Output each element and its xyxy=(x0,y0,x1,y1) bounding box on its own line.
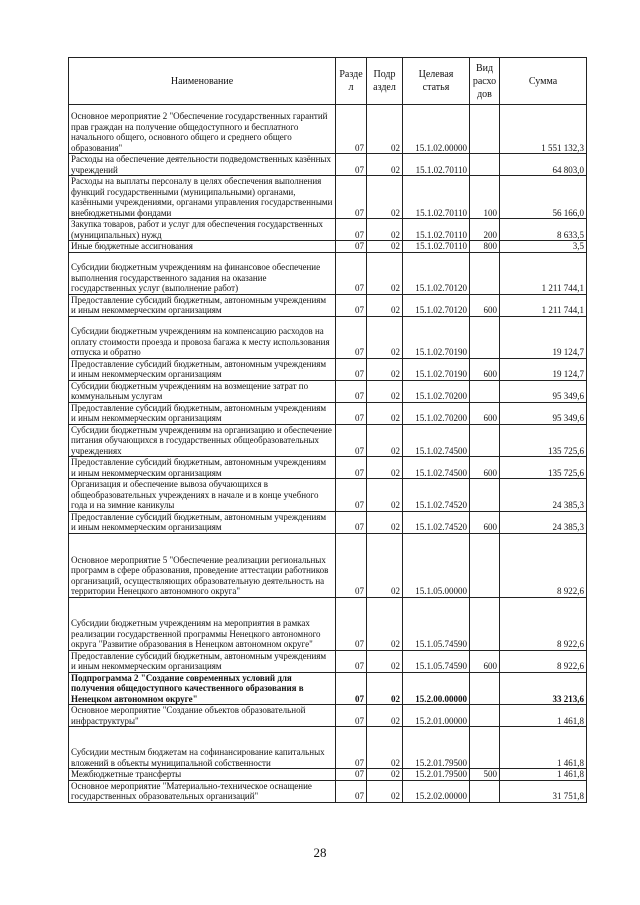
row-vid-cell: 500 xyxy=(470,769,500,781)
row-razdel-cell: 07 xyxy=(336,241,367,253)
row-sum-cell: 8 922,6 xyxy=(500,597,587,650)
row-razdel-cell: 07 xyxy=(336,533,367,597)
row-name-cell: Предоставление субсидий бюджетным, автономным учреждениям и иным некоммерческим организациям xyxy=(69,294,336,316)
row-target-cell: 15.1.02.70200 xyxy=(403,402,470,424)
row-razdel-cell: 07 xyxy=(336,402,367,424)
row-razdel-cell: 07 xyxy=(336,780,367,802)
row-sum-cell: 1 461,8 xyxy=(500,727,587,769)
table-row xyxy=(69,780,587,802)
row-vid-cell xyxy=(470,154,500,176)
table-row xyxy=(69,380,587,402)
row-vid-cell xyxy=(470,705,500,727)
row-vid-cell xyxy=(470,672,500,705)
row-sum-cell: 33 213,6 xyxy=(500,672,587,705)
row-razdel-cell: 07 xyxy=(336,479,367,512)
table-row xyxy=(69,769,587,781)
row-podrazdel-cell: 02 xyxy=(367,105,403,154)
row-podrazdel-cell: 02 xyxy=(367,241,403,253)
row-razdel-cell: 07 xyxy=(336,727,367,769)
row-sum-cell: 64 803,0 xyxy=(500,154,587,176)
table-row xyxy=(69,154,587,176)
row-target-cell: 15.1.02.70120 xyxy=(403,252,470,294)
table-row xyxy=(69,316,587,358)
row-name-cell: Предоставление субсидий бюджетным, автономным учреждениям и иным некоммерческим организациям xyxy=(69,402,336,424)
column-header-target: Целевая статья xyxy=(403,58,470,105)
row-sum-cell: 1 211 744,1 xyxy=(500,294,587,316)
row-podrazdel-cell: 02 xyxy=(367,402,403,424)
row-podrazdel-cell: 02 xyxy=(367,316,403,358)
row-target-cell: 15.2.00.00000 xyxy=(403,672,470,705)
table-row xyxy=(69,252,587,294)
row-podrazdel-cell: 02 xyxy=(367,533,403,597)
row-vid-cell xyxy=(470,533,500,597)
row-vid-cell xyxy=(470,316,500,358)
row-name-cell: Основное мероприятие "Материально-техническое оснащение государственных образовательных организаций" xyxy=(69,780,336,802)
row-target-cell: 15.1.02.70190 xyxy=(403,358,470,380)
row-vid-cell xyxy=(470,380,500,402)
row-sum-cell: 3,5 xyxy=(500,241,587,253)
row-sum-cell: 8 922,6 xyxy=(500,650,587,672)
row-target-cell: 15.1.02.00000 xyxy=(403,105,470,154)
table-row xyxy=(69,597,587,650)
table-row xyxy=(69,105,587,154)
row-name-cell: Основное мероприятие "Создание объектов образовательной инфраструктуры" xyxy=(69,705,336,727)
row-target-cell: 15.1.05.00000 xyxy=(403,533,470,597)
column-header-name: Наименование xyxy=(69,58,336,105)
column-header-podrazdel: Подр аздел xyxy=(367,58,403,105)
table-row xyxy=(69,219,587,241)
row-target-cell: 15.1.05.74590 xyxy=(403,650,470,672)
row-vid-cell xyxy=(470,105,500,154)
row-name-cell: Субсидии бюджетным учреждениям на организацию и обеспечение питания обучающихся в государственных общеобразовательных учреждениях xyxy=(69,424,336,457)
table-row xyxy=(69,650,587,672)
row-vid-cell xyxy=(470,252,500,294)
row-name-cell: Предоставление субсидий бюджетным, автономным учреждениям и иным некоммерческим организациям xyxy=(69,457,336,479)
row-sum-cell: 24 385,3 xyxy=(500,479,587,512)
row-name-cell: Субсидии бюджетным учреждениям на возмещение затрат по коммунальным услугам xyxy=(69,380,336,402)
row-target-cell: 15.1.02.74500 xyxy=(403,424,470,457)
row-target-cell: 15.1.02.70120 xyxy=(403,294,470,316)
row-podrazdel-cell: 02 xyxy=(367,511,403,533)
row-razdel-cell: 07 xyxy=(336,597,367,650)
row-podrazdel-cell: 02 xyxy=(367,154,403,176)
row-vid-cell: 200 xyxy=(470,219,500,241)
row-name-cell: Субсидии местным бюджетам на софинансирование капитальных вложений в объекты муниципальной собственности xyxy=(69,727,336,769)
row-razdel-cell: 07 xyxy=(336,705,367,727)
row-podrazdel-cell: 02 xyxy=(367,294,403,316)
row-sum-cell: 56 166,0 xyxy=(500,176,587,219)
column-header-sum: Сумма xyxy=(500,58,587,105)
row-name-cell: Подпрограмма 2 "Создание современных условий для получения общедоступного качественного образования в Ненецком автономном округе" xyxy=(69,672,336,705)
table-row xyxy=(69,457,587,479)
row-name-cell: Основное мероприятие 2 "Обеспечение государственных гарантий прав граждан на получение общедоступного и бесплатного начального общего, основного общего и среднего общего образования" xyxy=(69,105,336,154)
row-razdel-cell: 07 xyxy=(336,252,367,294)
row-target-cell: 15.1.05.74590 xyxy=(403,597,470,650)
row-name-cell: Субсидии бюджетным учреждениям на компенсацию расходов на оплату стоимости проезда и провоза багажа к месту использования отпуска и обратно xyxy=(69,316,336,358)
row-podrazdel-cell: 02 xyxy=(367,358,403,380)
row-target-cell: 15.1.02.70110 xyxy=(403,154,470,176)
row-name-cell: Расходы на обеспечение деятельности подведомственных казённых учреждений xyxy=(69,154,336,176)
row-name-cell: Предоставление субсидий бюджетным, автономным учреждениям и иным некоммерческим организациям xyxy=(69,511,336,533)
row-razdel-cell: 07 xyxy=(336,511,367,533)
table-row xyxy=(69,424,587,457)
row-name-cell: Предоставление субсидий бюджетным, автономным учреждениям и иным некоммерческим организациям xyxy=(69,650,336,672)
row-vid-cell xyxy=(470,479,500,512)
table-row xyxy=(69,294,587,316)
table-row xyxy=(69,479,587,512)
row-target-cell: 15.1.02.70190 xyxy=(403,316,470,358)
row-razdel-cell: 07 xyxy=(336,176,367,219)
row-target-cell: 15.2.01.79500 xyxy=(403,727,470,769)
row-vid-cell: 600 xyxy=(470,358,500,380)
row-sum-cell: 19 124,7 xyxy=(500,316,587,358)
row-vid-cell: 600 xyxy=(470,650,500,672)
table-row xyxy=(69,176,587,219)
row-razdel-cell: 07 xyxy=(336,457,367,479)
row-vid-cell xyxy=(470,780,500,802)
row-target-cell: 15.2.02.00000 xyxy=(403,780,470,802)
row-vid-cell xyxy=(470,424,500,457)
row-razdel-cell: 07 xyxy=(336,105,367,154)
budget-table xyxy=(68,57,587,803)
row-name-cell: Субсидии бюджетным учреждениям на финансовое обеспечение выполнения государственного задания на оказание государственных услуг (выполнение работ) xyxy=(69,252,336,294)
row-sum-cell: 95 349,6 xyxy=(500,402,587,424)
row-sum-cell: 19 124,7 xyxy=(500,358,587,380)
page-number: 28 xyxy=(313,845,327,860)
row-podrazdel-cell: 02 xyxy=(367,705,403,727)
row-name-cell: Основное мероприятие 5 "Обеспечение реализации региональных программ в сфере образования, проведение аттестации работников организаций, осуществляющих образовательную деятельность на территории Ненецкого автономного округа" xyxy=(69,533,336,597)
row-razdel-cell: 07 xyxy=(336,358,367,380)
row-podrazdel-cell: 02 xyxy=(367,769,403,781)
row-vid-cell: 600 xyxy=(470,457,500,479)
row-target-cell: 15.1.02.70110 xyxy=(403,241,470,253)
row-razdel-cell: 07 xyxy=(336,154,367,176)
row-razdel-cell: 07 xyxy=(336,316,367,358)
row-razdel-cell: 07 xyxy=(336,424,367,457)
row-sum-cell: 8 922,6 xyxy=(500,533,587,597)
row-target-cell: 15.2.01.79500 xyxy=(403,769,470,781)
row-target-cell: 15.1.02.74520 xyxy=(403,479,470,512)
row-podrazdel-cell: 02 xyxy=(367,219,403,241)
row-podrazdel-cell: 02 xyxy=(367,780,403,802)
row-podrazdel-cell: 02 xyxy=(367,252,403,294)
row-razdel-cell: 07 xyxy=(336,219,367,241)
row-podrazdel-cell: 02 xyxy=(367,424,403,457)
row-vid-cell xyxy=(470,727,500,769)
row-sum-cell: 95 349,6 xyxy=(500,380,587,402)
row-podrazdel-cell: 02 xyxy=(367,650,403,672)
row-podrazdel-cell: 02 xyxy=(367,380,403,402)
row-vid-cell: 800 xyxy=(470,241,500,253)
row-sum-cell: 24 385,3 xyxy=(500,511,587,533)
table-row xyxy=(69,511,587,533)
table-row xyxy=(69,533,587,597)
row-podrazdel-cell: 02 xyxy=(367,727,403,769)
row-name-cell: Расходы на выплаты персоналу в целях обеспечения выполнения функций государственными (муниципальными) органами, казёнными учреждениями, органами управления государственными внебюджетными фондами xyxy=(69,176,336,219)
row-vid-cell xyxy=(470,597,500,650)
table-row xyxy=(69,727,587,769)
row-vid-cell: 600 xyxy=(470,294,500,316)
row-podrazdel-cell: 02 xyxy=(367,479,403,512)
row-sum-cell: 1 551 132,3 xyxy=(500,105,587,154)
row-podrazdel-cell: 02 xyxy=(367,597,403,650)
row-podrazdel-cell: 02 xyxy=(367,457,403,479)
row-target-cell: 15.1.02.70110 xyxy=(403,219,470,241)
table-row xyxy=(69,402,587,424)
row-name-cell: Субсидии бюджетным учреждениям на мероприятия в рамках реализации государственной программы Ненецкого автономного округа "Развитие образования в Ненецком автономном округе" xyxy=(69,597,336,650)
row-target-cell: 15.1.02.74500 xyxy=(403,457,470,479)
row-podrazdel-cell: 02 xyxy=(367,176,403,219)
row-sum-cell: 1 461,8 xyxy=(500,769,587,781)
row-sum-cell: 135 725,6 xyxy=(500,457,587,479)
row-razdel-cell: 07 xyxy=(336,294,367,316)
column-header-razdel: Разде л xyxy=(336,58,367,105)
row-name-cell: Межбюджетные трансферты xyxy=(69,769,336,781)
row-target-cell: 15.1.02.70200 xyxy=(403,380,470,402)
table-header-row xyxy=(69,58,587,105)
row-podrazdel-cell: 02 xyxy=(367,672,403,705)
row-razdel-cell: 07 xyxy=(336,650,367,672)
row-sum-cell: 135 725,6 xyxy=(500,424,587,457)
table-row xyxy=(69,358,587,380)
row-razdel-cell: 07 xyxy=(336,769,367,781)
row-name-cell: Организация и обеспечение вывоза обучающихся в общеобразовательных учреждениях в начале и в конце учебного года и на зимние каникулы xyxy=(69,479,336,512)
row-target-cell: 15.1.02.70110 xyxy=(403,176,470,219)
row-vid-cell: 600 xyxy=(470,402,500,424)
table-row xyxy=(69,672,587,705)
row-name-cell: Иные бюджетные ассигнования xyxy=(69,241,336,253)
row-name-cell: Закупка товаров, работ и услуг для обеспечения государственных (муниципальных) нужд xyxy=(69,219,336,241)
row-sum-cell: 8 633,5 xyxy=(500,219,587,241)
row-sum-cell: 1 461,8 xyxy=(500,705,587,727)
row-target-cell: 15.2.01.00000 xyxy=(403,705,470,727)
row-sum-cell: 31 751,8 xyxy=(500,780,587,802)
table-row xyxy=(69,705,587,727)
row-name-cell: Предоставление субсидий бюджетным, автономным учреждениям и иным некоммерческим организациям xyxy=(69,358,336,380)
column-header-vid: Вид расхо дов xyxy=(470,58,500,105)
table-row xyxy=(69,241,587,253)
row-razdel-cell: 07 xyxy=(336,672,367,705)
row-sum-cell: 1 211 744,1 xyxy=(500,252,587,294)
row-target-cell: 15.1.02.74520 xyxy=(403,511,470,533)
row-razdel-cell: 07 xyxy=(336,380,367,402)
row-vid-cell: 100 xyxy=(470,176,500,219)
row-vid-cell: 600 xyxy=(470,511,500,533)
